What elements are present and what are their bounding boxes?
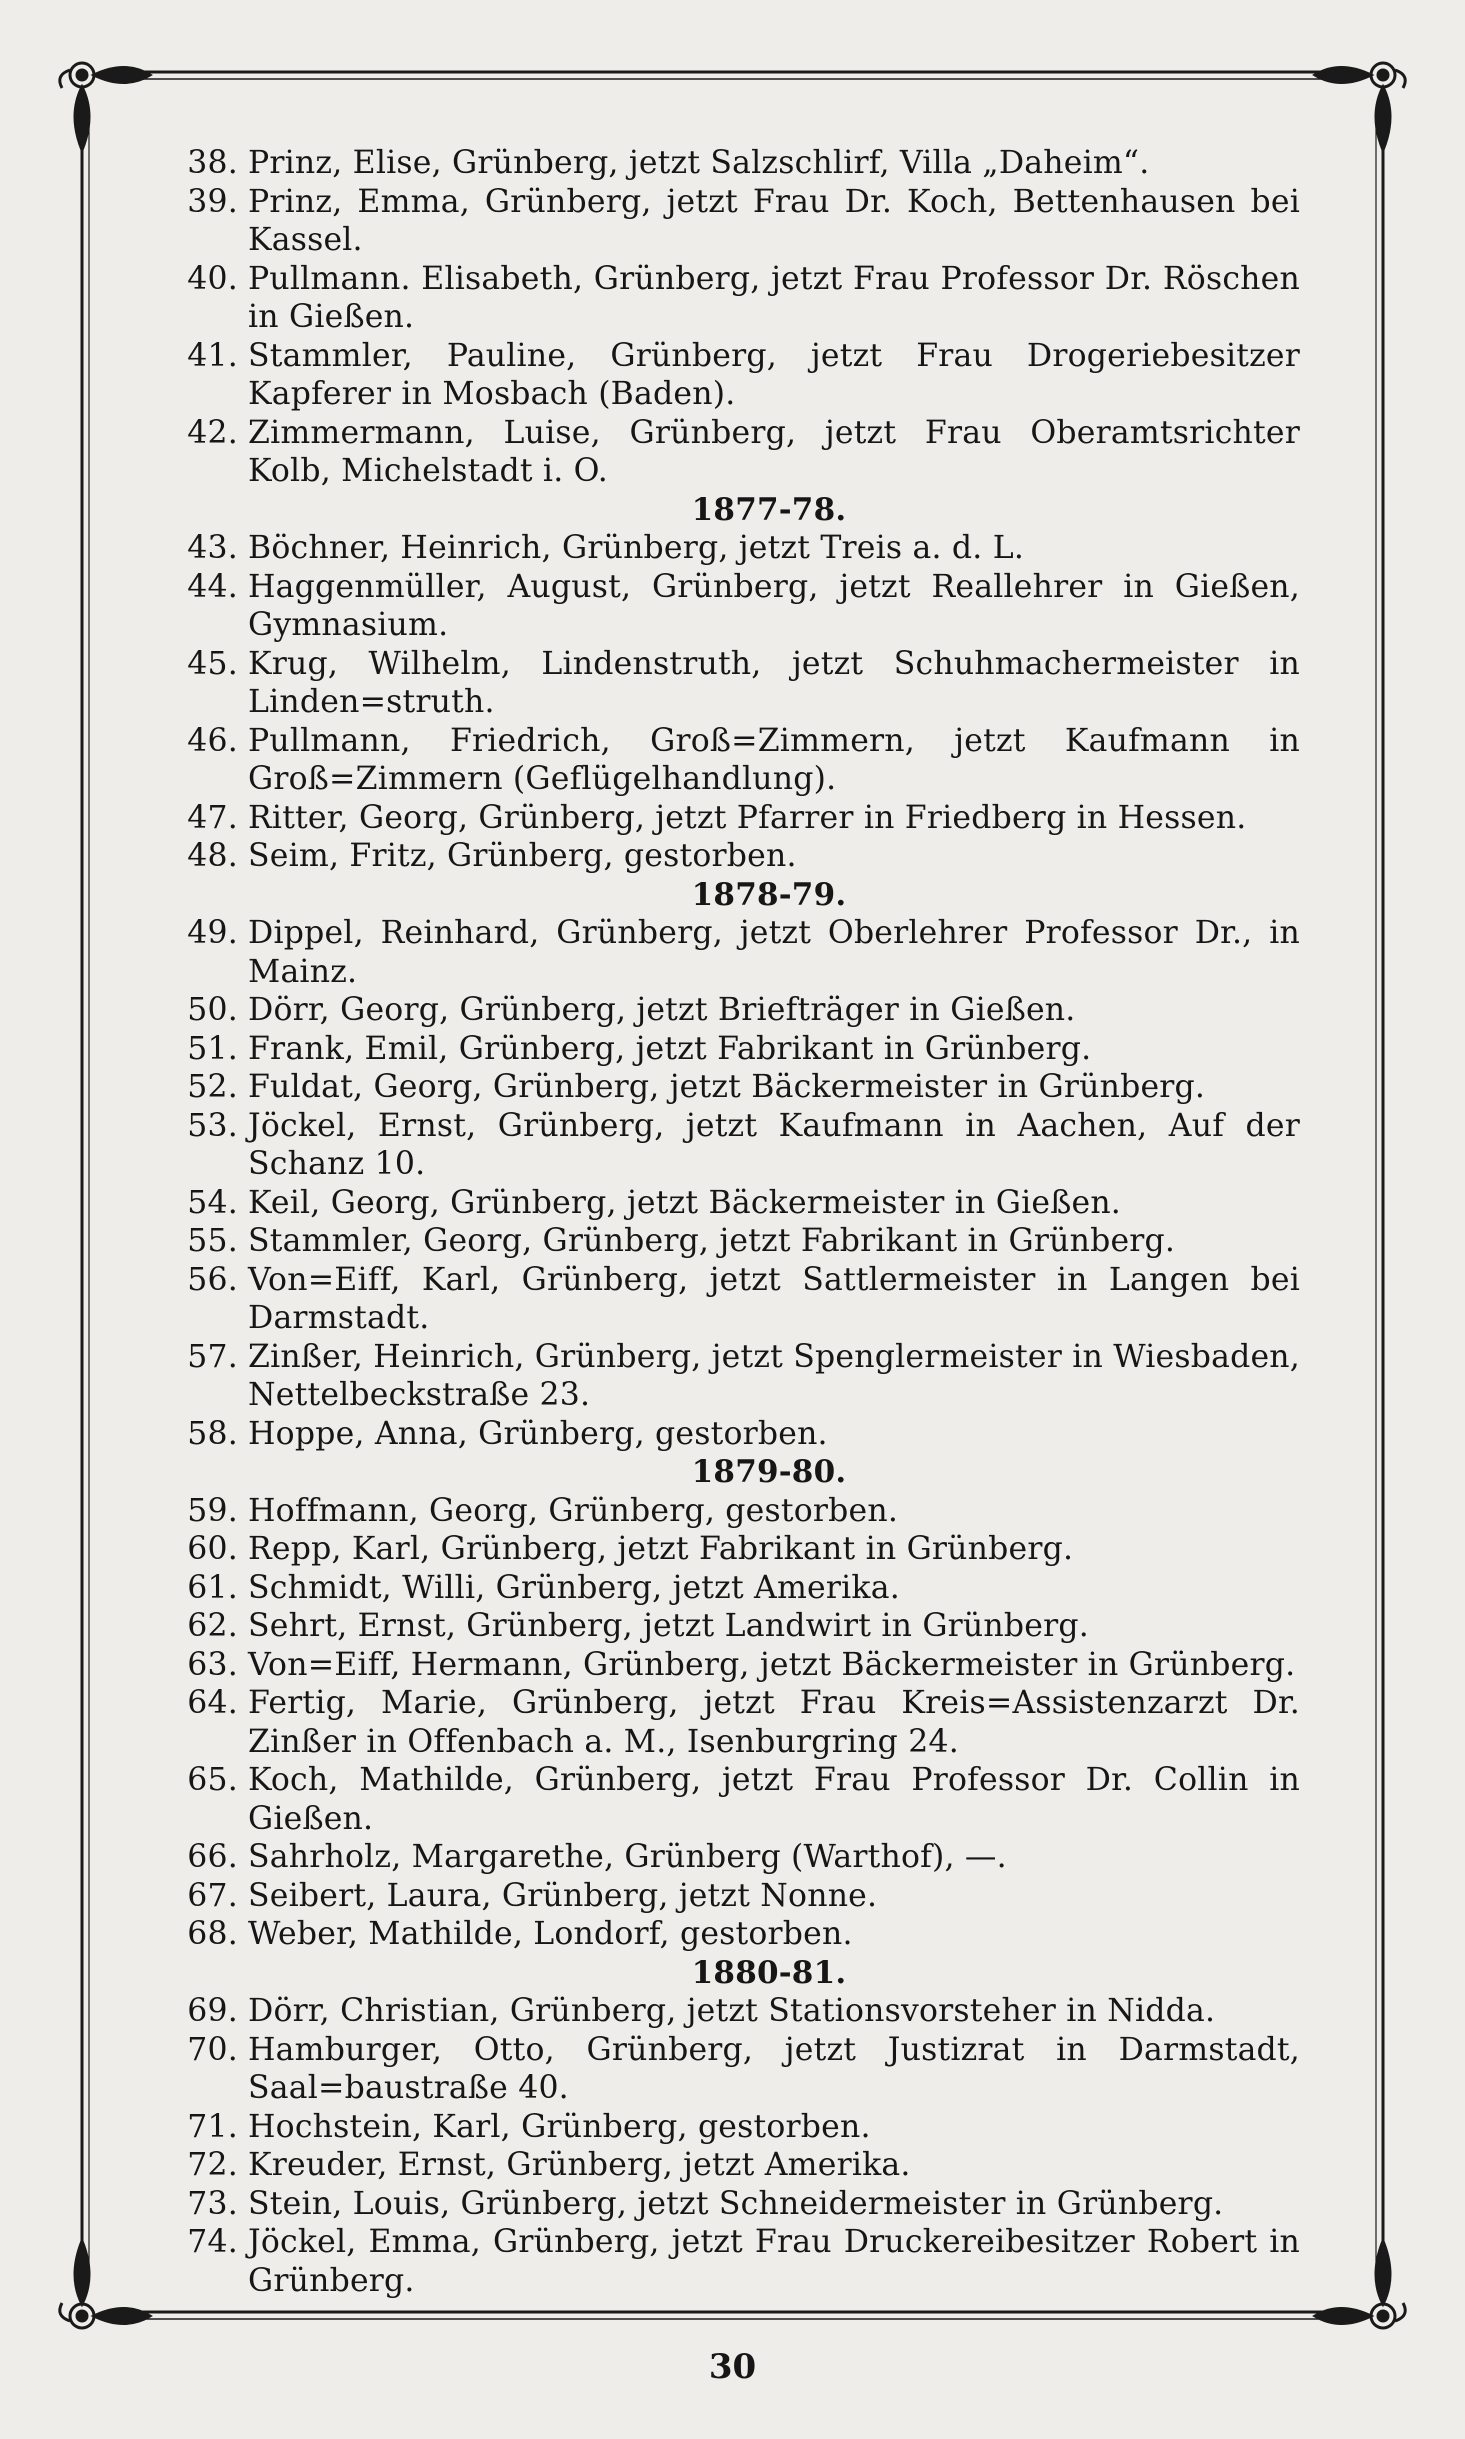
- entry-text: Frank, Emil, Grünberg, jetzt Fabrikant in Grünberg.: [248, 1030, 1092, 1067]
- entry-text: Von=Eiff, Karl, Grünberg, jetzt Sattlermeister in Langen bei Darmstadt.: [248, 1261, 1300, 1336]
- entry-text: Prinz, Emma, Grünberg, jetzt Frau Dr. Koch, Bettenhausen bei Kassel.: [248, 183, 1300, 258]
- list-item: [178, 414, 1300, 491]
- list-item: [178, 260, 1300, 337]
- list-item: [178, 2108, 1300, 2147]
- entry-number: 52.: [187, 1069, 238, 1105]
- list-item: [178, 837, 1300, 876]
- entry-text: Seim, Fritz, Grünberg, gestorben.: [248, 838, 797, 874]
- entry-text: Prinz, Elise, Grünberg, jetzt Salzschlirf, Villa „Daheim“.: [248, 145, 1150, 181]
- entry-number: 42.: [187, 414, 238, 451]
- list-item: [178, 1261, 1300, 1338]
- entry-text: Böchner, Heinrich, Grünberg, jetzt Treis a. d. L.: [248, 530, 1025, 566]
- entry-text: Schmidt, Willi, Grünberg, jetzt Amerika.: [248, 1569, 900, 1606]
- entry-number: 38.: [187, 145, 238, 181]
- entry-number: 65.: [187, 1762, 238, 1798]
- entry-number: 68.: [187, 1916, 238, 1952]
- entry-number: 63.: [187, 1646, 238, 1683]
- entry-number: 41.: [187, 337, 238, 374]
- entry-number: 44.: [187, 568, 238, 605]
- list-item: [178, 2223, 1300, 2300]
- year-heading: 1880-81.: [691, 1954, 847, 1991]
- list-item: [178, 1646, 1300, 1685]
- entry-number: 51.: [187, 1030, 238, 1067]
- list-item: [178, 1068, 1300, 1107]
- entry-text: Dörr, Christian, Grünberg, jetzt Stationsvorsteher in Nidda.: [248, 1993, 1216, 2029]
- entry-text: Sahrholz, Margarethe, Grünberg (Warthof), —.: [248, 1839, 1007, 1875]
- entry-text: Weber, Mathilde, Londorf, gestorben.: [248, 1916, 853, 1952]
- entry-number: 71.: [187, 2108, 238, 2145]
- entry-text: Seibert, Laura, Grünberg, jetzt Nonne.: [248, 1877, 878, 1914]
- entry-number: 49.: [187, 915, 238, 951]
- list-item: [178, 914, 1300, 991]
- entry-number: 47.: [187, 799, 238, 836]
- list-item: [178, 2146, 1300, 2185]
- entry-number: 74.: [187, 2224, 238, 2260]
- list-item: [178, 645, 1300, 722]
- entry-text: Ritter, Georg, Grünberg, jetzt Pfarrer in Friedberg in Hessen.: [248, 799, 1247, 836]
- entry-number: 73.: [187, 2185, 238, 2222]
- entry-number: 56.: [187, 1261, 238, 1298]
- entry-text: Koch, Mathilde, Grünberg, jetzt Frau Professor Dr. Collin in Gießen.: [248, 1762, 1300, 1837]
- list-item: [178, 1030, 1300, 1069]
- entry-text: Hoffmann, Georg, Grünberg, gestorben.: [248, 1492, 899, 1529]
- entry-number: 50.: [187, 992, 238, 1028]
- list-item: [178, 1607, 1300, 1646]
- corner-ornament-bottom-left: [60, 2241, 150, 2328]
- entry-text: Pullmann. Elisabeth, Grünberg, jetzt Frau Professor Dr. Röschen in Gießen.: [248, 260, 1300, 335]
- entry-number: 69.: [187, 1993, 238, 2029]
- entry-text: Dippel, Reinhard, Grünberg, jetzt Oberlehrer Professor Dr., in Mainz.: [248, 915, 1300, 990]
- entry-number: 45.: [187, 645, 238, 682]
- entry-number: 59.: [187, 1492, 238, 1529]
- list-item: [178, 1684, 1300, 1761]
- entry-number: 53.: [187, 1107, 238, 1144]
- entry-text: Krug, Wilhelm, Lindenstruth, jetzt Schuhmachermeister in Linden=struth.: [248, 645, 1300, 720]
- list-item: [178, 183, 1300, 260]
- list-item: [178, 337, 1300, 414]
- entry-number: 54.: [187, 1184, 238, 1221]
- list-item: [178, 1492, 1300, 1531]
- page-number: 30: [708, 2347, 757, 2387]
- entry-number: 43.: [187, 530, 238, 566]
- entry-number: 66.: [187, 1839, 238, 1875]
- entry-number: 40.: [187, 260, 238, 297]
- entry-text: Stammler, Georg, Grünberg, jetzt Fabrikant in Grünberg.: [248, 1223, 1176, 1259]
- list-item: [178, 144, 1300, 183]
- list-item: [178, 1838, 1300, 1877]
- entry-text: Stein, Louis, Grünberg, jetzt Schneidermeister in Grünberg.: [248, 2185, 1224, 2222]
- entry-number: 58.: [187, 1415, 238, 1452]
- entry-list: [178, 144, 1300, 2300]
- year-heading: 1879-80.: [691, 1454, 847, 1490]
- entry-text: Fertig, Marie, Grünberg, jetzt Frau Kreis=Assistenzarzt Dr. Zinßer in Offenbach a. M., Isenburgring 24.: [248, 1685, 1300, 1760]
- entry-text: Dörr, Georg, Grünberg, jetzt Briefträger in Gießen.: [248, 992, 1076, 1028]
- entry-number: 55.: [187, 1223, 238, 1259]
- entry-text: Hamburger, Otto, Grünberg, jetzt Justizrat in Darmstadt, Saal=baustraße 40.: [248, 2031, 1300, 2106]
- entry-number: 39.: [187, 183, 238, 220]
- list-item: [178, 991, 1300, 1030]
- entry-text: Sehrt, Ernst, Grünberg, jetzt Landwirt in Grünberg.: [248, 1608, 1089, 1644]
- entry-number: 62.: [187, 1608, 238, 1644]
- list-item: [178, 1992, 1300, 2031]
- list-item: [178, 1569, 1300, 1608]
- entry-number: 48.: [187, 838, 238, 874]
- entry-number: 46.: [187, 722, 238, 759]
- entry-number: 61.: [187, 1569, 238, 1606]
- list-item: [178, 799, 1300, 838]
- entry-text: Jöckel, Emma, Grünberg, jetzt Frau Druckereibesitzer Robert in Grünberg.: [248, 2224, 1300, 2299]
- entry-number: 72.: [187, 2147, 238, 2183]
- list-item: [178, 722, 1300, 799]
- entry-number: 60.: [187, 1531, 238, 1567]
- list-item: [178, 2185, 1300, 2224]
- entry-text: Hoppe, Anna, Grünberg, gestorben.: [248, 1415, 828, 1452]
- list-item: [178, 1915, 1300, 1954]
- list-item: [178, 1530, 1300, 1569]
- list-item: [178, 1877, 1300, 1916]
- year-heading: 1878-79.: [691, 876, 847, 913]
- list-item: [178, 1107, 1300, 1184]
- entry-number: 57.: [187, 1338, 238, 1375]
- corner-ornament-top-right: [1315, 63, 1405, 150]
- list-item: [178, 529, 1300, 568]
- list-item: [178, 1338, 1300, 1415]
- entry-number: 64.: [187, 1685, 238, 1721]
- entry-text: Zinßer, Heinrich, Grünberg, jetzt Spenglermeister in Wiesbaden, Nettelbeckstraße 23.: [248, 1338, 1300, 1413]
- entry-text: Hochstein, Karl, Grünberg, gestorben.: [248, 2108, 871, 2145]
- list-item: [178, 1184, 1300, 1223]
- entry-text: Haggenmüller, August, Grünberg, jetzt Reallehrer in Gießen, Gymnasium.: [248, 568, 1300, 643]
- list-item: [178, 1222, 1300, 1261]
- entry-number: 70.: [187, 2031, 238, 2068]
- entry-number: 67.: [187, 1877, 238, 1914]
- entry-text: Keil, Georg, Grünberg, jetzt Bäckermeister in Gießen.: [248, 1184, 1122, 1221]
- entry-text: Stammler, Pauline, Grünberg, jetzt Frau Drogeriebesitzer Kapferer in Mosbach (Baden).: [248, 337, 1300, 412]
- list-item: [178, 1415, 1300, 1454]
- list-item: [178, 568, 1300, 645]
- entry-text: Von=Eiff, Hermann, Grünberg, jetzt Bäckermeister in Grünberg.: [248, 1646, 1296, 1683]
- entry-text: Zimmermann, Luise, Grünberg, jetzt Frau Oberamtsrichter Kolb, Michelstadt i. O.: [248, 414, 1300, 489]
- corner-ornament-top-left: [60, 63, 150, 150]
- entry-text: Fuldat, Georg, Grünberg, jetzt Bäckermeister in Grünberg.: [248, 1069, 1206, 1105]
- entry-text: Pullmann, Friedrich, Groß=Zimmern, jetzt Kaufmann in Groß=Zimmern (Geflügelhandlung).: [248, 722, 1300, 797]
- entry-text: Repp, Karl, Grünberg, jetzt Fabrikant in Grünberg.: [248, 1531, 1074, 1567]
- list-item: [178, 2031, 1300, 2108]
- year-heading: 1877-78.: [691, 491, 847, 528]
- list-item: [178, 1761, 1300, 1838]
- entry-text: Jöckel, Ernst, Grünberg, jetzt Kaufmann in Aachen, Auf der Schanz 10.: [248, 1107, 1300, 1182]
- corner-ornament-bottom-right: [1315, 2241, 1405, 2328]
- entry-text: Kreuder, Ernst, Grünberg, jetzt Amerika.: [248, 2147, 911, 2183]
